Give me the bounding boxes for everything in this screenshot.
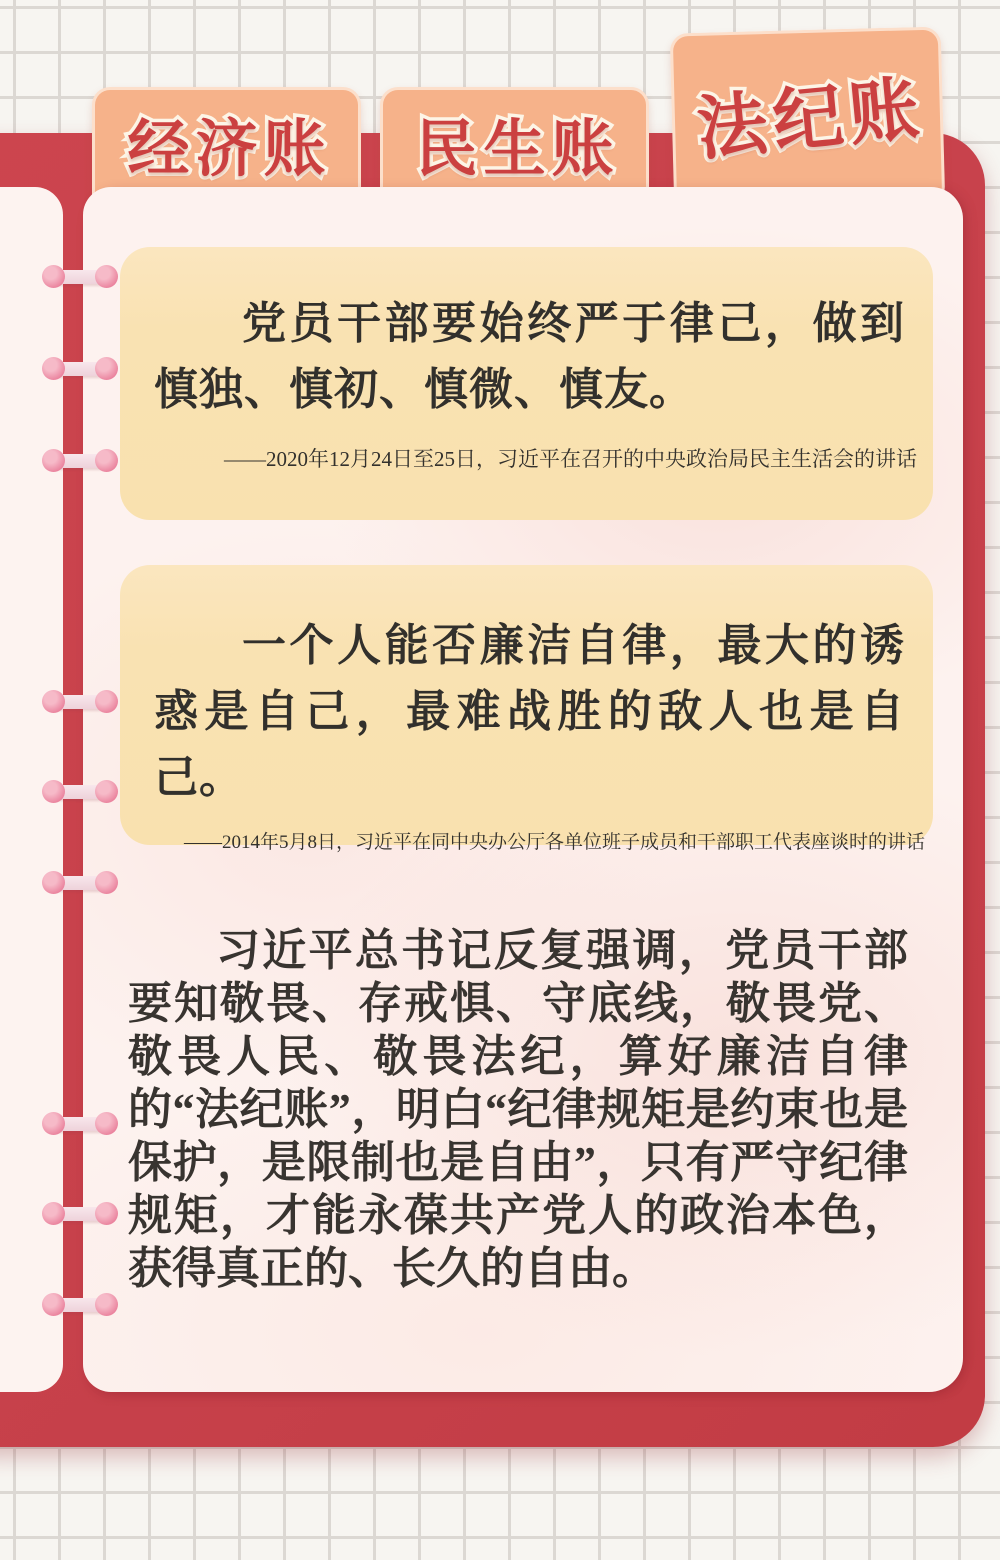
tab-economy-label: 经济账	[127, 115, 332, 184]
quote-attribution: ——2014年5月8日，习近平在同中央办公厅各单位班子成员和干部职工代表座谈时的讲话	[183, 832, 925, 853]
binder-ring	[0, 449, 140, 473]
binder-ring	[0, 690, 140, 714]
binder-ring	[0, 1293, 140, 1317]
quote-text: 一个人能否廉洁自律，最大的诱惑是自己，最难战胜的敌人也是自己。	[154, 621, 905, 802]
binder-ring	[0, 871, 140, 895]
binder-ring	[0, 1112, 140, 1136]
tab-livelihood-label: 民生账	[415, 115, 620, 184]
binder-ring	[0, 1202, 140, 1226]
binder-ring	[0, 357, 140, 381]
quote-text: 党员干部要始终严于律己，做到慎独、慎初、慎微、慎友。	[154, 299, 905, 414]
binder-ring	[0, 265, 140, 289]
tab-discipline-account-active[interactable]	[670, 26, 946, 211]
quote-card-2020	[120, 247, 933, 520]
quote-attribution: ——2020年12月24日至25日，习近平在召开的中央政治局民主生活会的讲话	[224, 447, 917, 471]
binder-ring	[0, 780, 140, 804]
tab-discipline-label: 法纪账	[693, 68, 928, 169]
summary-paragraph: 习近平总书记反复强调，党员干部要知敬畏、存戒惧、守底线，敬畏党、敬畏人民、敬畏法纪，算好廉洁自律的“法纪账”，明白“纪律规矩是约束也是保护，是限制也是自由”，只有严守纪律规矩，才能永葆共产党人的政治本色，获得真正的、长久的自由。	[128, 926, 908, 1293]
quote-card-2014	[120, 565, 933, 853]
